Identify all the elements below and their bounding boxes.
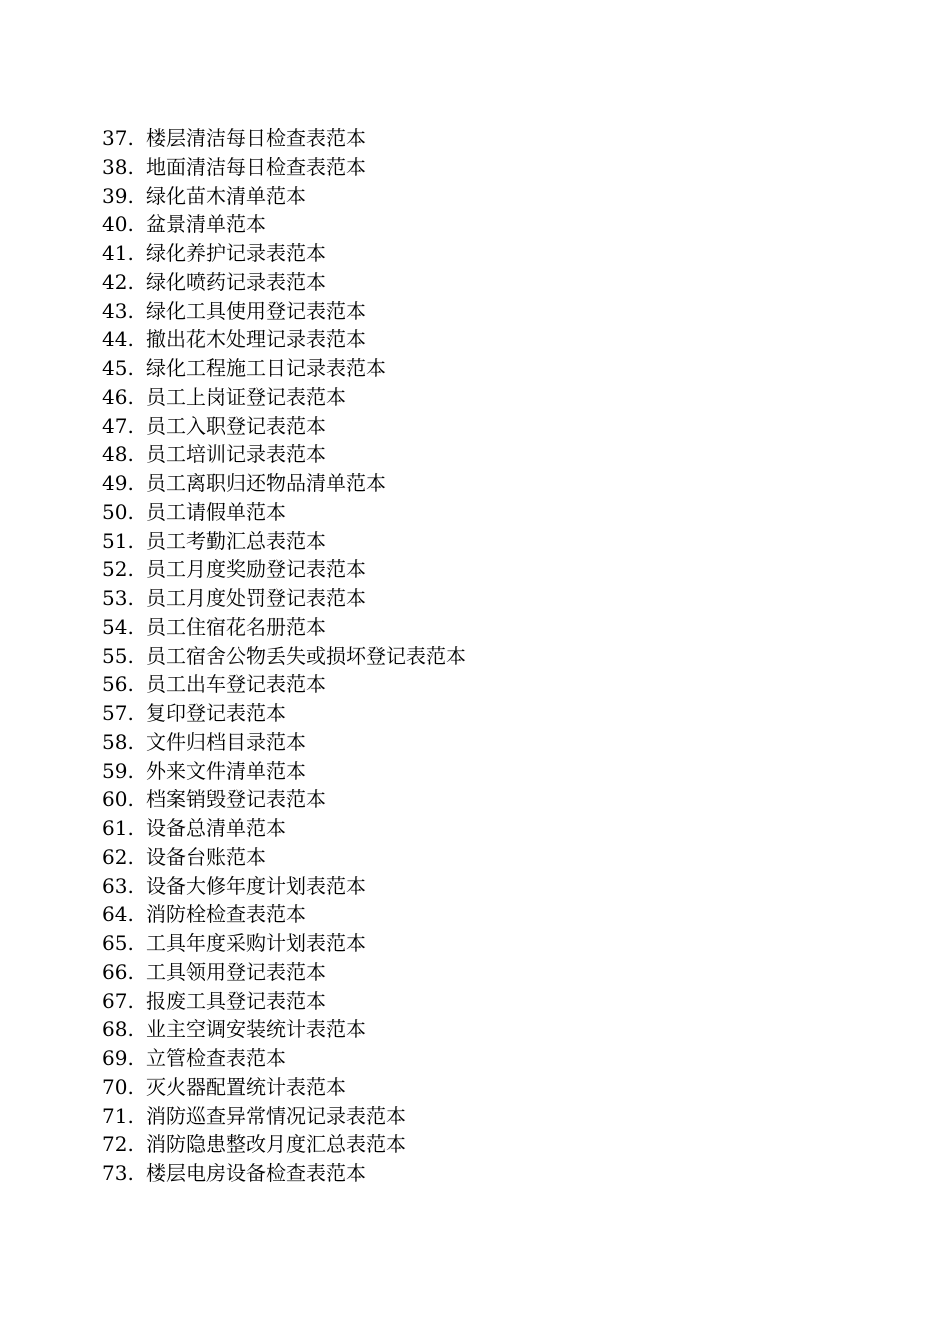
list-item (102, 239, 466, 268)
item-title: 楼层清洁每日检查表范本 (146, 126, 366, 150)
item-title: 工具领用登记表范本 (146, 959, 326, 984)
item-number: 43. (102, 298, 134, 323)
item-title: 立管检查表范本 (146, 1046, 286, 1070)
item-title: 档案销毁登记表范本 (146, 787, 326, 812)
item-number: 49. (102, 471, 134, 495)
item-title: 盆景清单范本 (146, 212, 266, 237)
item-title: 灭火器配置统计表范本 (146, 1074, 346, 1099)
item-number: 58. (102, 729, 134, 754)
item-number: 60. (102, 787, 134, 812)
list-item (102, 153, 466, 182)
item-number: 73. (102, 1161, 134, 1185)
list-item (102, 584, 466, 613)
item-title: 员工住宿花名册范本 (146, 614, 326, 639)
list-item (102, 440, 466, 469)
list-item (102, 469, 466, 498)
item-number: 57. (102, 701, 134, 725)
item-title: 楼层电房设备检查表范本 (146, 1161, 366, 1185)
list-item (102, 1015, 466, 1044)
item-number: 68. (102, 1017, 134, 1042)
item-number: 59. (102, 758, 134, 783)
list-item (102, 613, 466, 642)
item-title: 绿化养护记录表范本 (146, 241, 326, 265)
list-item (102, 785, 466, 814)
list-item (102, 1159, 466, 1188)
item-title: 消防巡查异常情况记录表范本 (146, 1103, 406, 1128)
list-item (102, 900, 466, 929)
item-title: 报废工具登记表范本 (146, 988, 326, 1013)
item-title: 撤出花木处理记录表范本 (146, 327, 366, 352)
list-item (102, 843, 466, 872)
item-number: 53. (102, 586, 134, 610)
item-number: 61. (102, 816, 134, 840)
list-item (102, 325, 466, 354)
item-number: 64. (102, 902, 134, 927)
item-title: 消防栓检查表范本 (146, 902, 306, 927)
item-title: 地面清洁每日检查表范本 (146, 154, 366, 179)
list-item (102, 498, 466, 527)
item-number: 47. (102, 413, 134, 438)
item-title: 员工月度处罚登记表范本 (146, 586, 366, 610)
item-number: 56. (102, 672, 134, 697)
list-item (102, 1044, 466, 1073)
item-title: 工具年度采购计划表范本 (146, 931, 366, 955)
item-title: 消防隐患整改月度汇总表范本 (146, 1132, 406, 1157)
item-title: 绿化工程施工日记录表范本 (146, 356, 386, 380)
item-title: 设备大修年度计划表范本 (146, 873, 366, 898)
item-number: 54. (102, 614, 134, 639)
item-number: 71. (102, 1103, 134, 1128)
item-title: 外来文件清单范本 (146, 758, 306, 783)
list-item (102, 268, 466, 297)
item-number: 66. (102, 959, 134, 984)
item-number: 46. (102, 384, 134, 409)
list-item (102, 412, 466, 441)
list-item (102, 872, 466, 901)
item-number: 37. (102, 126, 134, 150)
list-item (102, 1073, 466, 1102)
item-number: 69. (102, 1046, 134, 1070)
list-item (102, 527, 466, 556)
item-title: 员工上岗证登记表范本 (146, 384, 346, 409)
item-title: 员工考勤汇总表范本 (146, 528, 326, 553)
item-number: 48. (102, 442, 134, 467)
list-item (102, 728, 466, 757)
list-item (102, 670, 466, 699)
item-number: 40. (102, 212, 134, 237)
item-number: 50. (102, 499, 134, 524)
item-number: 45. (102, 356, 134, 380)
list-item (102, 182, 466, 211)
list-item (102, 297, 466, 326)
item-title: 文件归档目录范本 (146, 729, 306, 754)
item-title: 员工请假单范本 (146, 499, 286, 524)
item-number: 62. (102, 844, 134, 869)
item-title: 设备总清单范本 (146, 816, 286, 840)
list-item (102, 757, 466, 786)
list-item (102, 814, 466, 843)
item-title: 员工离职归还物品清单范本 (146, 471, 386, 495)
item-number: 52. (102, 557, 134, 582)
item-number: 67. (102, 988, 134, 1013)
list-item (102, 642, 466, 671)
item-number: 42. (102, 269, 134, 294)
list-item (102, 555, 466, 584)
item-number: 44. (102, 327, 134, 352)
list-item (102, 210, 466, 239)
item-number: 70. (102, 1074, 134, 1099)
list-item (102, 354, 466, 383)
item-title: 复印登记表范本 (146, 701, 286, 725)
item-number: 55. (102, 643, 134, 668)
list-item (102, 699, 466, 728)
item-title: 员工培训记录表范本 (146, 442, 326, 467)
item-title: 员工出车登记表范本 (146, 672, 326, 697)
item-title: 绿化工具使用登记表范本 (146, 298, 366, 323)
list-item (102, 929, 466, 958)
item-number: 51. (102, 528, 134, 553)
item-title: 员工入职登记表范本 (146, 413, 326, 438)
list-item (102, 987, 466, 1016)
list-item (102, 958, 466, 987)
item-number: 63. (102, 873, 134, 898)
item-number: 38. (102, 154, 134, 179)
list-item (102, 1130, 466, 1159)
document-list (102, 124, 466, 1188)
list-item (102, 124, 466, 153)
list-item (102, 383, 466, 412)
item-number: 65. (102, 931, 134, 955)
item-number: 72. (102, 1132, 134, 1157)
item-title: 设备台账范本 (146, 844, 266, 869)
item-title: 业主空调安装统计表范本 (146, 1017, 366, 1042)
item-number: 39. (102, 183, 134, 208)
item-number: 41. (102, 241, 134, 265)
item-title: 绿化苗木清单范本 (146, 183, 306, 208)
list-item (102, 1102, 466, 1131)
item-title: 员工月度奖励登记表范本 (146, 557, 366, 582)
item-title: 绿化喷药记录表范本 (146, 269, 326, 294)
item-title: 员工宿舍公物丢失或损坏登记表范本 (146, 643, 466, 668)
